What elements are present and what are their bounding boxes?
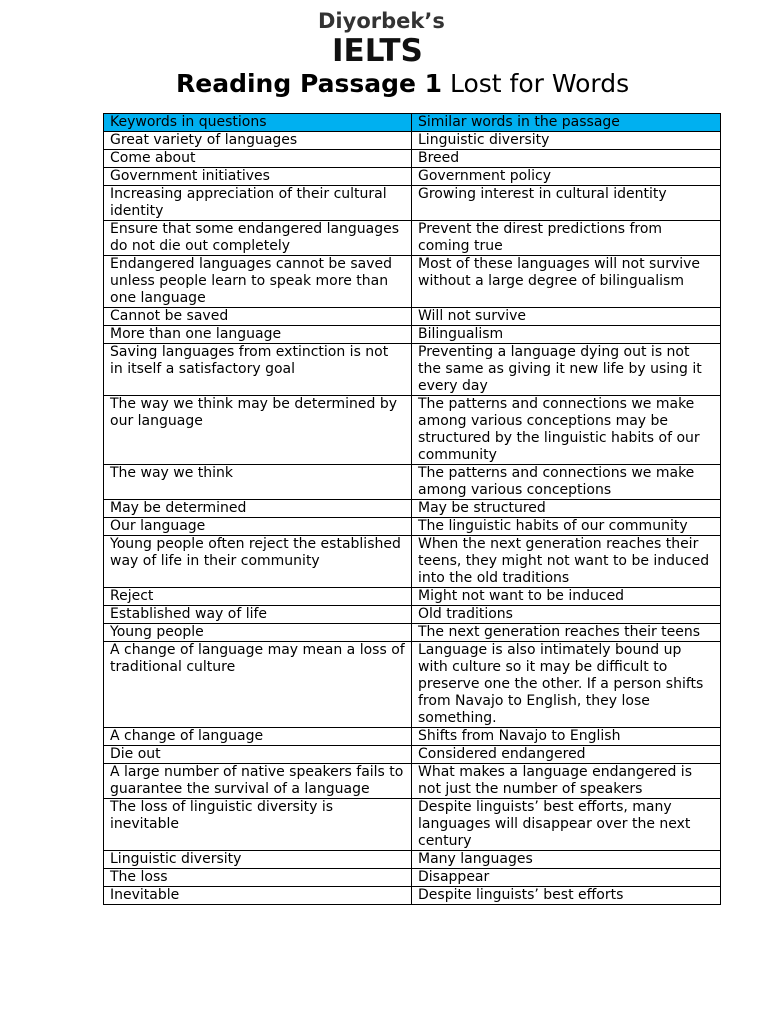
passage-phrase-cell: What makes a language endangered is not just the number of speakers <box>412 764 721 799</box>
column-header: Keywords in questions <box>104 114 412 132</box>
table-row <box>104 606 721 624</box>
question-keyword-cell: A change of language <box>104 728 412 746</box>
passage-phrase-cell: Language is also intimately bound up with culture so it may be difficult to preserve one the other. If a person shifts from Navajo to English, they lose something. <box>412 642 721 728</box>
page-title <box>176 68 629 100</box>
table-body <box>104 132 721 905</box>
passage-phrase-cell: Will not survive <box>412 308 721 326</box>
passage-phrase-cell: Most of these languages will not survive without a large degree of bilingualism <box>412 256 721 308</box>
question-keyword-cell: The loss of linguistic diversity is inevitable <box>104 799 412 851</box>
table-row <box>104 624 721 642</box>
passage-phrase-cell: The patterns and connections we make among various conceptions may be structured by the linguistic habits of our community <box>412 396 721 465</box>
table-row <box>104 396 721 465</box>
passage-phrase-cell: Prevent the direst predictions from coming true <box>412 221 721 256</box>
question-keyword-cell: May be determined <box>104 500 412 518</box>
passage-phrase-cell: Shifts from Navajo to English <box>412 728 721 746</box>
table-row <box>104 132 721 150</box>
passage-phrase-cell: Bilingualism <box>412 326 721 344</box>
passage-phrase-cell: The linguistic habits of our community <box>412 518 721 536</box>
passage-phrase-cell: Many languages <box>412 851 721 869</box>
product-title: IELTS <box>332 33 423 69</box>
question-keyword-cell: Die out <box>104 746 412 764</box>
passage-phrase-cell: Considered endangered <box>412 746 721 764</box>
passage-phrase-cell: Disappear <box>412 869 721 887</box>
passage-phrase-cell: Breed <box>412 150 721 168</box>
question-keyword-cell: A change of language may mean a loss of traditional culture <box>104 642 412 728</box>
question-keyword-cell: A large number of native speakers fails to guarantee the survival of a language <box>104 764 412 799</box>
column-header: Similar words in the passage <box>412 114 721 132</box>
table-row <box>104 150 721 168</box>
passage-phrase-cell: When the next generation reaches their teens, they might not want to be induced into the old traditions <box>412 536 721 588</box>
table-row <box>104 887 721 905</box>
table-row <box>104 326 721 344</box>
question-keyword-cell: Ensure that some endangered languages do not die out completely <box>104 221 412 256</box>
table-row <box>104 186 721 221</box>
question-keyword-cell: Young people often reject the established way of life in their community <box>104 536 412 588</box>
table-row <box>104 588 721 606</box>
question-keyword-cell: Saving languages from extinction is not in itself a satisfactory goal <box>104 344 412 396</box>
passage-phrase-cell: The next generation reaches their teens <box>412 624 721 642</box>
table-row <box>104 642 721 728</box>
table-row <box>104 256 721 308</box>
passage-phrase-cell: Preventing a language dying out is not the same as giving it new life by using it every day <box>412 344 721 396</box>
passage-phrase-cell: Government policy <box>412 168 721 186</box>
passage-label: Reading Passage 1 <box>176 69 443 98</box>
table-row <box>104 851 721 869</box>
question-keyword-cell: More than one language <box>104 326 412 344</box>
table-row <box>104 500 721 518</box>
table-header-row <box>104 114 721 132</box>
table-row <box>104 869 721 887</box>
passage-phrase-cell: The patterns and connections we make among various conceptions <box>412 465 721 500</box>
table-row <box>104 344 721 396</box>
question-keyword-cell: Linguistic diversity <box>104 851 412 869</box>
table-row <box>104 728 721 746</box>
passage-phrase-cell: Might not want to be induced <box>412 588 721 606</box>
question-keyword-cell: The loss <box>104 869 412 887</box>
table-row <box>104 799 721 851</box>
passage-phrase-cell: Old traditions <box>412 606 721 624</box>
table-row <box>104 746 721 764</box>
brand-name: Diyorbek’s <box>318 9 445 33</box>
question-keyword-cell: Our language <box>104 518 412 536</box>
table-row <box>104 465 721 500</box>
question-keyword-cell: Reject <box>104 588 412 606</box>
passage-phrase-cell: Linguistic diversity <box>412 132 721 150</box>
question-keyword-cell: Great variety of languages <box>104 132 412 150</box>
question-keyword-cell: Government initiatives <box>104 168 412 186</box>
table-row <box>104 221 721 256</box>
passage-title: Lost for Words <box>450 69 630 98</box>
question-keyword-cell: The way we think may be determined by our language <box>104 396 412 465</box>
keywords-table <box>103 113 721 905</box>
passage-phrase-cell: Despite linguists’ best efforts, many languages will disappear over the next century <box>412 799 721 851</box>
question-keyword-cell: Come about <box>104 150 412 168</box>
question-keyword-cell: Young people <box>104 624 412 642</box>
passage-phrase-cell: May be structured <box>412 500 721 518</box>
table-row <box>104 518 721 536</box>
passage-phrase-cell: Growing interest in cultural identity <box>412 186 721 221</box>
passage-phrase-cell: Despite linguists’ best efforts <box>412 887 721 905</box>
question-keyword-cell: Endangered languages cannot be saved unless people learn to speak more than one language <box>104 256 412 308</box>
question-keyword-cell: Increasing appreciation of their cultural identity <box>104 186 412 221</box>
table-row <box>104 764 721 799</box>
table-row <box>104 168 721 186</box>
question-keyword-cell: Established way of life <box>104 606 412 624</box>
table-row <box>104 536 721 588</box>
table-row <box>104 308 721 326</box>
question-keyword-cell: Cannot be saved <box>104 308 412 326</box>
question-keyword-cell: Inevitable <box>104 887 412 905</box>
question-keyword-cell: The way we think <box>104 465 412 500</box>
